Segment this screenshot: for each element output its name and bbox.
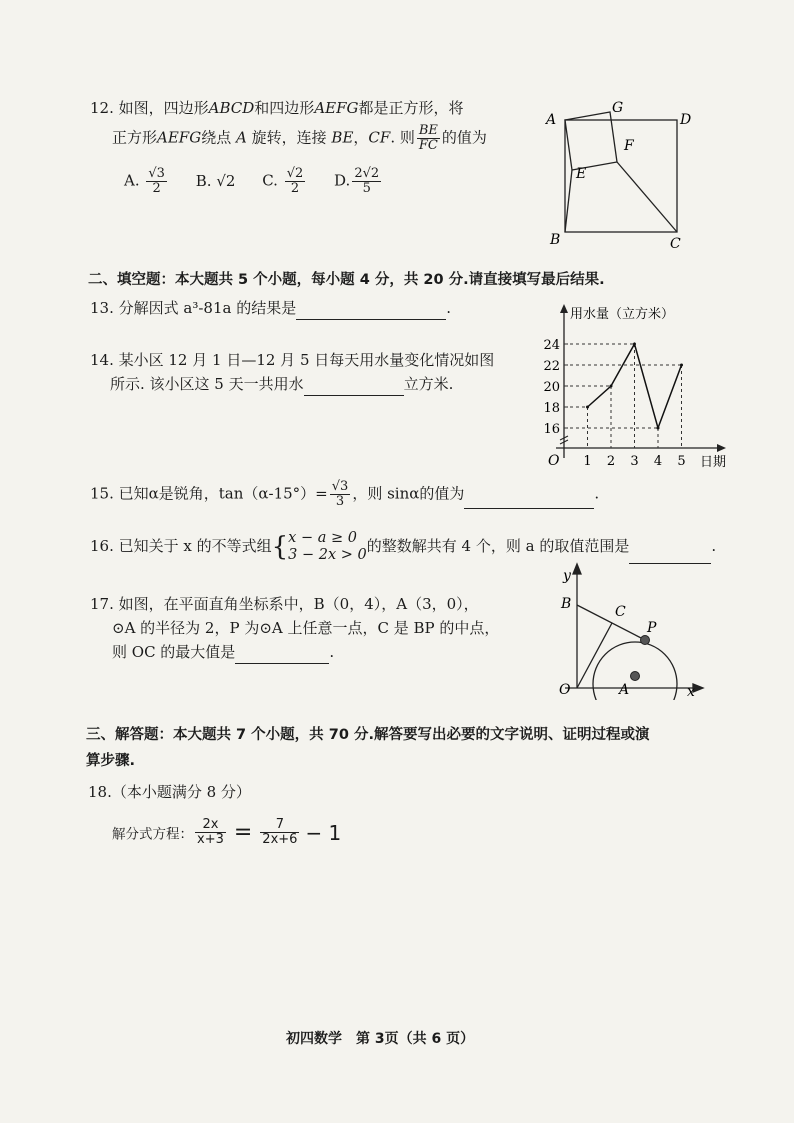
q17-line1: 17. 如图，在平面直角坐标系中，B（0，4），A（3，0）， [90, 595, 479, 613]
question-number: 12. [90, 99, 114, 117]
y-axis-label: 用水量（立方米） [570, 307, 675, 322]
x-tick-label: 5 [677, 454, 686, 469]
q12-text: 如图，四边形 [118, 99, 209, 117]
frac-numerator: √3 [331, 479, 349, 494]
frac-numerator: 2√2 [354, 166, 380, 181]
option-label: C. [262, 171, 278, 190]
section-3-line1: 三、解答题：本大题共 7 个小题，共 70 分.解答要写出必要的文字说明、证明过程或演 [86, 727, 650, 743]
x-axis-arrow-icon [717, 444, 726, 452]
q18-fraction-2 [260, 818, 299, 847]
option-c [262, 167, 307, 196]
y-tick-label: 18 [543, 401, 560, 416]
frac-numerator: 2x [195, 818, 226, 833]
q17-text: 则 OC 的最大值是 [112, 643, 236, 661]
label-y: y [563, 568, 571, 584]
q16-text: 16. 已知关于 x 的不等式组 [90, 537, 272, 555]
page-footer: 初四数学 第 3页（共 6 页） [286, 1031, 475, 1047]
frac-denominator: 3 [335, 494, 345, 509]
data-point [633, 343, 636, 346]
q17-text: . [329, 643, 335, 661]
y-tick-label: 20 [543, 380, 560, 395]
question-13 [90, 296, 451, 320]
label-c: C [670, 236, 681, 252]
minus-one: − 1 [305, 820, 342, 845]
q12-text: 和四边形 [254, 99, 315, 117]
question-17 [90, 592, 499, 664]
point-p [641, 636, 650, 645]
q18-label: 解分式方程： [112, 826, 193, 843]
label-a: A [546, 112, 557, 128]
q12-abcd: ABCD [208, 99, 255, 117]
q12-options [124, 167, 520, 196]
q12-figure [540, 92, 710, 252]
inequality-system [288, 530, 367, 564]
q15-fraction [330, 480, 351, 509]
frac-numerator: 7 [260, 818, 299, 833]
frac-denominator: FC [418, 138, 438, 153]
q12-text: 的值为 [441, 128, 487, 147]
data-point [610, 385, 613, 388]
label-x: x [687, 684, 695, 700]
q12-a: A [236, 128, 247, 147]
y-tick-label: 24 [543, 338, 560, 353]
question-14 [90, 348, 494, 396]
answer-blank[interactable] [304, 379, 404, 396]
q15-text: . [594, 484, 600, 503]
q12-text: ， [353, 128, 369, 147]
q12-text: 旋转，连接 [251, 128, 327, 147]
q17-figure [555, 560, 715, 700]
q14-text: 所示. 该小区这 5 天一共用水 [110, 375, 304, 393]
section-3-heading [86, 722, 649, 774]
option-value: √2 [216, 171, 236, 190]
q12-text: 都是正方形，将 [358, 99, 464, 117]
answer-blank[interactable] [296, 303, 446, 320]
label-c: C [615, 604, 626, 620]
q12-text: 绕点 [201, 128, 232, 147]
option-b [196, 169, 236, 193]
option-label: B. [195, 171, 212, 190]
x-tick-label: 1 [583, 454, 592, 469]
q15-text: ，则 sinα的值为 [352, 484, 465, 503]
q14-text: 立方米. [403, 375, 454, 393]
segment-cf [617, 162, 677, 232]
frac-numerator: √3 [148, 166, 165, 181]
data-point [586, 406, 589, 409]
x-tick-label: 4 [653, 454, 663, 469]
origin-label: O [548, 453, 560, 469]
square-aefg [565, 112, 617, 170]
question-18-title: 18.（本小题满分 8 分） [88, 783, 251, 801]
q18-fraction-1 [195, 818, 226, 847]
segment-oc [577, 623, 612, 688]
x-tick-label: 2 [606, 454, 616, 469]
inequality-1: x − a ≥ 0 [288, 530, 357, 546]
frac-denominator: 2 [152, 181, 161, 196]
q12-text: 正方形 [112, 128, 158, 147]
q16-text: . [711, 537, 717, 555]
label-d: D [680, 112, 692, 128]
y-axis-arrow-icon [560, 304, 568, 313]
question-18 [112, 818, 341, 847]
section-3-line2: 算步骤. [86, 753, 136, 769]
q17-line2: ⊙A 的半径为 2，P 为⊙A 上任意一点，C 是 BP 的中点， [112, 619, 500, 637]
point-a [631, 672, 640, 681]
question-16 [90, 530, 716, 564]
frac-denominator: 2x+6 [262, 832, 298, 847]
option-a [124, 167, 169, 196]
question-12 [90, 96, 520, 196]
brace-icon: { [271, 532, 289, 562]
x-tick-label: 3 [630, 454, 639, 469]
q12-aefg: AEFG [314, 99, 359, 117]
water-usage-chart [532, 300, 742, 472]
x-axis-label: 日期 [700, 455, 727, 470]
y-tick-label: 16 [543, 422, 560, 437]
q12-cf: CF [368, 128, 391, 147]
data-point [657, 427, 660, 430]
option-fraction [146, 167, 167, 196]
option-label: A. [124, 171, 140, 190]
frac-numerator: BE [418, 123, 438, 138]
equals-sign: = [233, 820, 253, 845]
option-d [334, 167, 383, 196]
q13-text: 13. 分解因式 a³-81a 的结果是 [90, 299, 297, 317]
label-a: A [619, 682, 630, 698]
section-2-heading: 二、填空题：本大题共 5 个小题，每小题 4 分，共 20 分.请直接填写最后结果. [88, 272, 605, 288]
option-label: D. [334, 171, 351, 190]
option-fraction [352, 167, 381, 196]
label-b: B [561, 596, 572, 612]
option-fraction [285, 167, 306, 196]
y-axis-arrow-icon [573, 564, 581, 574]
q12-be: BE [331, 128, 354, 147]
label-g: G [612, 100, 624, 116]
segment-be [565, 170, 572, 232]
q15-text: 15. 已知α是锐角，tan（α-15°）= [90, 484, 328, 503]
frac-denominator: 2 [290, 181, 300, 196]
q14-line1: 14. 某小区 12 月 1 日—12 月 5 日每天用水量变化情况如图 [90, 351, 495, 369]
q13-text: . [446, 299, 451, 317]
y-tick-label: 22 [543, 359, 560, 374]
answer-blank[interactable] [464, 492, 594, 509]
data-point [680, 364, 683, 367]
label-b: B [550, 232, 561, 248]
q12-fraction [417, 124, 440, 153]
q16-text: 的整数解共有 4 个，则 a 的取值范围是 [366, 537, 630, 555]
answer-blank[interactable] [235, 647, 329, 664]
label-p: P [647, 620, 657, 636]
label-e: E [576, 166, 587, 182]
label-f: F [624, 138, 634, 154]
frac-numerator: √2 [286, 166, 304, 181]
frac-denominator: x+3 [197, 832, 224, 847]
inequality-2: 3 − 2x > 0 [288, 547, 367, 563]
q12-aefg: AEFG [157, 128, 202, 147]
q12-text: . 则 [390, 128, 415, 147]
segment-bp [577, 605, 645, 640]
question-15 [90, 480, 599, 509]
label-o: O [559, 682, 571, 698]
frac-denominator: 5 [362, 181, 371, 196]
